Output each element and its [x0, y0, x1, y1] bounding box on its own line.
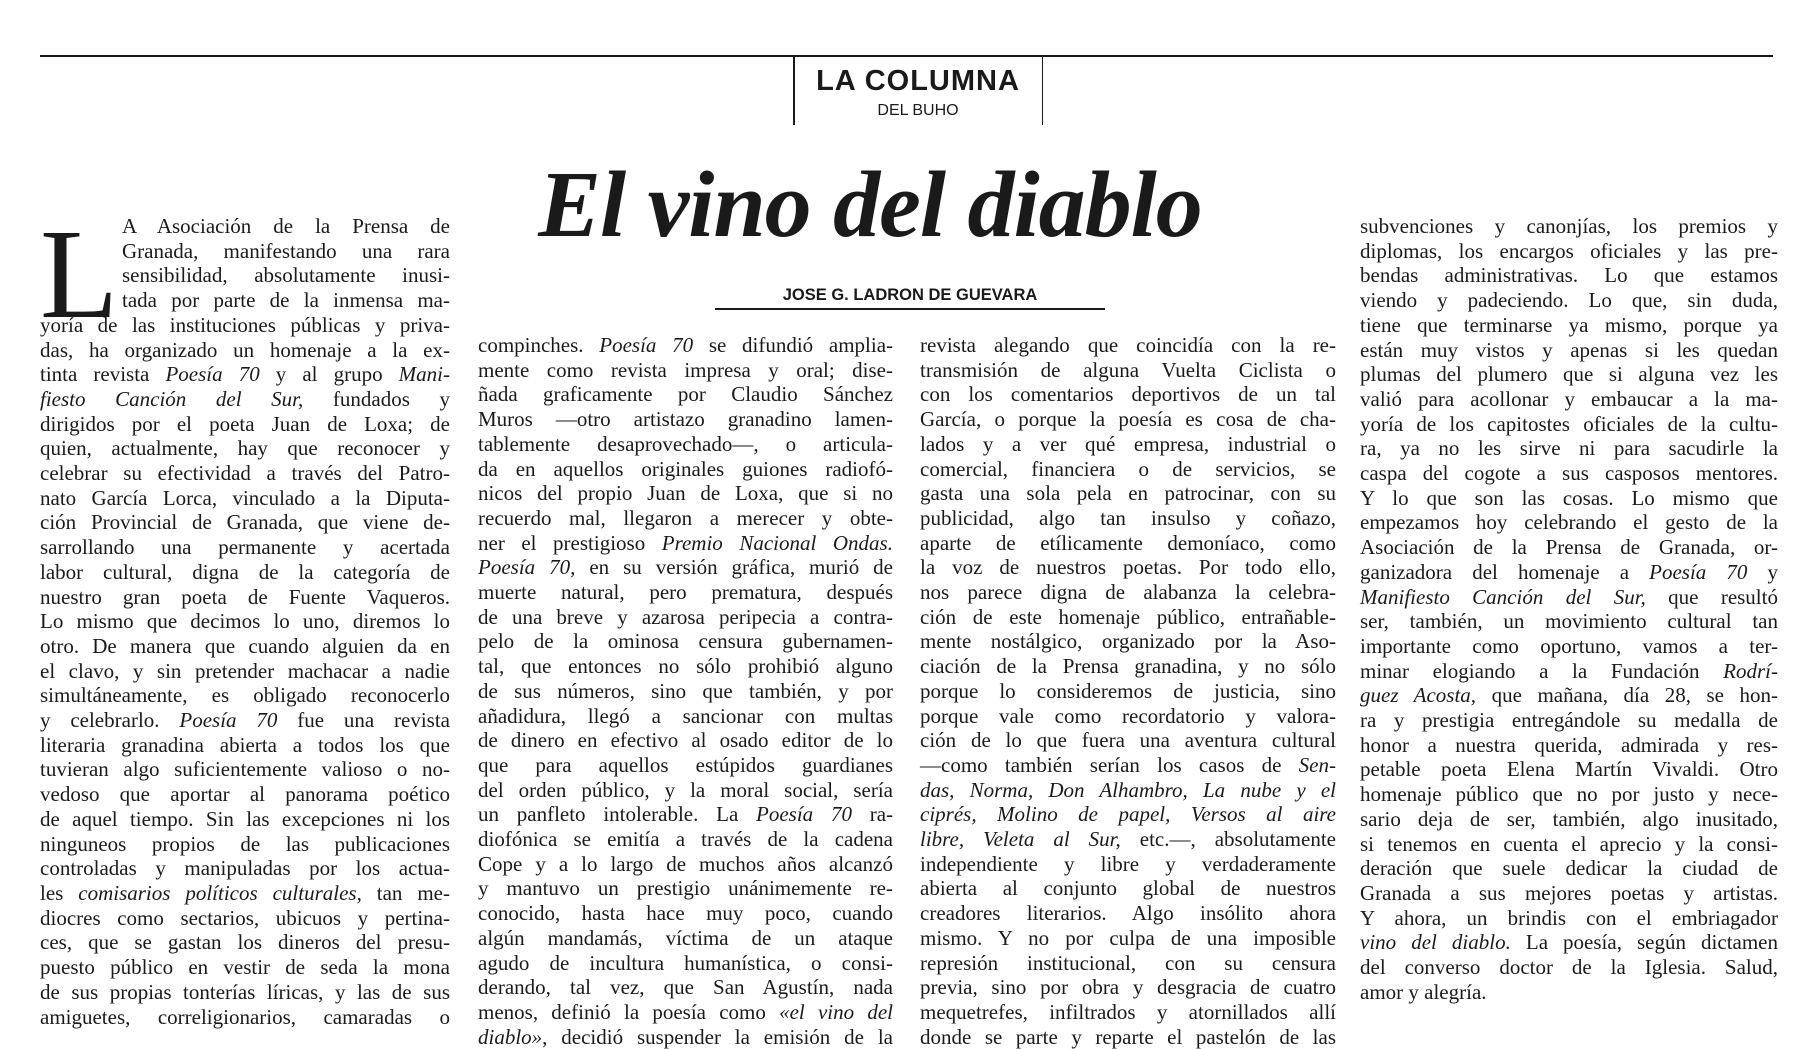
byline-rule	[715, 308, 1105, 310]
text-line	[1360, 930, 1778, 955]
text: diofónica se emitía a través de la cadena	[478, 827, 893, 852]
text-line	[478, 975, 893, 1000]
text-line	[1360, 387, 1778, 412]
text-line	[478, 333, 893, 358]
text: caspa del cogote a sus casposos mentores.	[1360, 461, 1778, 486]
text-line	[1360, 807, 1778, 832]
text-line	[40, 634, 450, 659]
text-line	[40, 535, 450, 560]
text: —como también serían los casos de	[920, 752, 1299, 777]
text: ces, que se gastan los dineros del presu-	[40, 930, 450, 955]
text: que resultó	[1645, 584, 1778, 609]
italic-text: Poesía 70	[599, 333, 694, 357]
text: puesto público en vestir de seda la mona	[40, 955, 450, 980]
text: compinches.	[478, 333, 600, 357]
text-line	[40, 980, 450, 1005]
text-line	[920, 901, 1336, 926]
text: mente nostálgico, organizado por la Aso-	[920, 629, 1336, 654]
text: labor cultural, digna de la categoría de	[40, 559, 450, 584]
text-line	[920, 876, 1336, 901]
italic-text: das, Norma, Don Alhambro, La nube y el	[920, 777, 1336, 802]
text: conocido, hasta hace muy poco, cuando	[478, 901, 893, 926]
text-line	[920, 358, 1336, 383]
text: Granada, manifestando una rara	[122, 238, 450, 263]
text-line	[40, 387, 450, 412]
text: aparte de etílicamente demoníaco, como	[920, 530, 1336, 555]
text: da en aquellos originales guiones radiofó-	[478, 456, 893, 481]
text-line	[40, 486, 450, 511]
text: lados y a ver qué empresa, industrial o	[920, 431, 1336, 456]
text: nuestro gran poeta de Fuente Vaqueros.	[40, 584, 450, 609]
text-line	[920, 481, 1336, 506]
text-line	[40, 338, 450, 363]
text-line	[1360, 338, 1778, 363]
text-line	[1360, 535, 1778, 560]
text-line	[920, 778, 1336, 803]
text-line	[478, 901, 893, 926]
text-line	[920, 531, 1336, 556]
text: tuvieran algo suficientemente valioso o no-	[40, 757, 450, 782]
text: diocres como sectarios, ubicuos y pertina-	[40, 905, 450, 930]
text: tada por parte de la inmensa ma-	[122, 288, 450, 313]
text-line	[478, 753, 893, 778]
text-line	[1360, 585, 1778, 610]
text-line	[1360, 683, 1778, 708]
text: tablemente desaprovechado—, o articula-	[478, 431, 893, 456]
text: nato García Lorca, vinculado a la Diputa-	[40, 485, 450, 510]
text-line	[40, 412, 450, 437]
text: derando, tal vez, que San Agustín, nada	[478, 975, 893, 1000]
text-line	[478, 382, 893, 407]
text: de sus propias tonterías líricas, y las de sus	[40, 979, 450, 1004]
text: se difundió amplia-	[693, 333, 894, 357]
text: yoría de los capitostes oficiales de la cultu-	[1360, 411, 1778, 436]
text: ra y prestigia entregándole su medalla de	[1360, 708, 1778, 733]
text: amor y alegría.	[1360, 979, 1487, 1004]
text-line	[1360, 832, 1778, 857]
column-header-left-rule	[793, 57, 795, 125]
text: literaria granadina abierta a todos los que	[40, 732, 450, 757]
text-line	[40, 757, 450, 782]
text: petable poeta Elena Martín Vivaldi. Otro	[1360, 757, 1778, 782]
text-line	[40, 832, 450, 857]
text: independiente y libre y verdaderamente	[920, 851, 1336, 876]
text-line	[478, 481, 893, 506]
text: valió para acollonar y embaucar a la ma-	[1360, 386, 1778, 411]
italic-text: ciprés, Molino de papel, Versos al aire	[920, 802, 1336, 827]
text-line	[920, 728, 1336, 753]
text: dirigidos por el poeta Juan de Loxa; de	[40, 411, 450, 436]
text-line	[1360, 856, 1778, 881]
text-line	[40, 585, 450, 610]
text-line	[920, 506, 1336, 531]
text-line	[1360, 906, 1778, 931]
text: Muros —otro artistazo granadino lamen-	[478, 407, 893, 432]
text: nos parece digna de alabanza la celebra-	[920, 580, 1336, 605]
text-line	[1360, 436, 1778, 461]
text-line	[1360, 313, 1778, 338]
text-line	[1360, 980, 1778, 1005]
text: amiguetes, correligionarios, camaradas o	[40, 1004, 450, 1029]
text-line	[920, 555, 1336, 580]
text: donde se parte y reparte el pastelón de las	[920, 1024, 1336, 1049]
text-line	[40, 782, 450, 807]
text: comercial, financiera o de servicios, se	[920, 456, 1336, 481]
text-line	[40, 930, 450, 955]
text: de aquel tiempo. Sin las excepciones ni los	[40, 806, 450, 831]
text-line	[478, 876, 893, 901]
text-line	[1360, 288, 1778, 313]
italic-text: Premio Nacional Ondas.	[661, 530, 893, 555]
text: que para aquellos estúpidos guardianes	[478, 752, 893, 777]
text: quien, actualmente, hay que reconocer y	[40, 436, 450, 461]
text: celebrar su efectividad a través del Patro-	[40, 461, 450, 486]
text: el clavo, y sin pretender machacar a nadie	[40, 658, 450, 683]
italic-text: Poesía 70	[179, 708, 278, 733]
text: previa, sino por obra y desgracia de cuatro	[920, 975, 1336, 1000]
text: revista alegando que coincidía con la re-	[920, 333, 1336, 357]
text: plumas del plumero que si alguna vez les	[1360, 362, 1778, 387]
text-line	[478, 951, 893, 976]
italic-text: diablo»	[478, 1024, 543, 1049]
text: tal, que entonces no sólo prohibió alguno	[478, 654, 893, 679]
text-line	[1360, 239, 1778, 264]
text-line	[478, 432, 893, 457]
column-header-right-rule	[1042, 57, 1044, 125]
text: les	[40, 880, 79, 905]
text-line	[478, 827, 893, 852]
text: ra, ya no les sirve ni para sacudirle la	[1360, 436, 1778, 461]
article-column-2	[478, 333, 893, 1049]
text-line	[40, 560, 450, 585]
text-line	[40, 683, 450, 708]
text: sario deja de ser, también, algo inusitado,	[1360, 806, 1778, 831]
text: fundados y	[303, 386, 450, 411]
text-line	[1360, 659, 1778, 684]
text: añadidura, llegó a sancionar con multas	[478, 703, 893, 728]
article-byline: JOSE G. LADRON DE GUEVARA	[782, 286, 1038, 304]
text-line	[1360, 955, 1778, 980]
text-line	[920, 1000, 1336, 1025]
text: empezamos hoy celebrando el gesto de la	[1360, 510, 1778, 535]
text-line	[478, 1025, 893, 1049]
text: etc.—, absolutamente	[1120, 827, 1336, 852]
text-line	[1360, 782, 1778, 807]
text: de sus números, sino que también, y por	[478, 678, 893, 703]
text-line	[478, 654, 893, 679]
italic-text: Manifiesto Canción del Sur,	[1360, 584, 1646, 609]
text: gasta una sola pela en patrocinar, con su	[920, 481, 1336, 506]
text-line	[1360, 510, 1778, 535]
text: están muy vistos y apenas si les quedan	[1360, 337, 1778, 362]
text-line	[920, 457, 1336, 482]
text-line	[40, 239, 450, 264]
text-line	[40, 856, 450, 881]
text-line	[478, 358, 893, 383]
column-subtitle: DEL BUHO	[877, 102, 959, 119]
text-line	[40, 955, 450, 980]
italic-text: Poesía 70	[165, 362, 260, 387]
text: yoría de las instituciones públicas y priva-	[40, 312, 450, 337]
text-line	[478, 407, 893, 432]
text-line	[920, 1025, 1336, 1049]
italic-text: Poesía 70	[756, 802, 852, 827]
italic-text: «el vino del	[779, 999, 893, 1024]
text-line	[40, 461, 450, 486]
text: sensibilidad, absolutamente inusi-	[122, 263, 450, 288]
text-line	[920, 852, 1336, 877]
text: , decidió suspender la emisión de la	[542, 1024, 893, 1049]
text-line	[1360, 609, 1778, 634]
column-title: LA COLUMNA	[816, 65, 1020, 97]
text-line	[478, 704, 893, 729]
text: vedoso que aportar al panorama poético	[40, 782, 450, 807]
text-line	[1360, 757, 1778, 782]
text: diplomas, los encargos oficiales y las pre-	[1360, 238, 1778, 263]
text: tan me-	[361, 880, 450, 905]
text-line	[40, 288, 450, 313]
drop-cap: L	[40, 203, 119, 345]
text: muerte natural, pero prematura, después	[478, 580, 893, 605]
text-line	[40, 906, 450, 931]
article-column-3	[920, 333, 1336, 1049]
text: abierta al conjunto global de nuestros	[920, 876, 1336, 901]
text-line	[478, 531, 893, 556]
text-line	[478, 629, 893, 654]
text: bendas administrativas. Lo que estamos	[1360, 263, 1778, 288]
italic-text: guez Acosta,	[1360, 683, 1477, 708]
text-line	[40, 659, 450, 684]
text: en su versión gráfica, murió de	[575, 555, 893, 580]
text-line	[1360, 214, 1778, 239]
text: nicos del propio Juan de Loxa, que si no	[478, 481, 893, 506]
text: Y ahora, un brindis con el embriagador	[1360, 905, 1778, 930]
text: recuerdo mal, llegaron a merecer y obte-	[478, 505, 893, 530]
text-line	[478, 506, 893, 531]
text: mismo. Y no por culpa de una imposible	[920, 925, 1336, 950]
text: deración que suele dedicar la ciudad de	[1360, 856, 1778, 881]
text: represión institucional, con su censura	[920, 950, 1336, 975]
article-column-1	[40, 214, 450, 1029]
text-line	[40, 436, 450, 461]
text-line	[920, 654, 1336, 679]
text: ner el prestigioso	[478, 530, 662, 555]
text: que mañana, día 28, se hon-	[1476, 683, 1778, 708]
text: Granada a sus mejores poetas y artistas.	[1360, 880, 1778, 905]
text: Asociación de la Prensa de Granada, or-	[1360, 535, 1778, 560]
text: Lo mismo que decimos lo uno, diremos lo	[40, 609, 450, 634]
text: y al grupo	[259, 362, 399, 387]
italic-text: libre, Veleta al Sur,	[920, 827, 1121, 852]
italic-text: Sen-	[1298, 752, 1336, 777]
text-line	[40, 881, 450, 906]
text: tinta revista	[40, 362, 166, 387]
text-line	[1360, 362, 1778, 387]
text: homenaje público que no por justo y nece-	[1360, 782, 1778, 807]
text-line	[478, 605, 893, 630]
text: sarrollando una permanente y acertada	[40, 535, 450, 560]
text-line	[1360, 263, 1778, 288]
text-line	[920, 951, 1336, 976]
text-line	[478, 728, 893, 753]
text-line	[920, 407, 1336, 432]
text: ción de este homenaje público, entrañable-	[920, 604, 1336, 629]
text: La poesía, según dictamen	[1510, 930, 1779, 955]
text-line	[40, 263, 450, 288]
text-line	[920, 679, 1336, 704]
text-line	[1360, 733, 1778, 758]
text-line	[40, 733, 450, 758]
italic-text: comisarios políticos culturales,	[78, 880, 362, 905]
text-line	[920, 827, 1336, 852]
text-line	[40, 708, 450, 733]
article-headline: El vino del diablo	[538, 153, 1202, 257]
text-line	[920, 605, 1336, 630]
text: porque vale como recordatorio y valora-	[920, 703, 1336, 728]
text: transmisión de alguna Vuelta Ciclista o	[920, 357, 1336, 382]
text: simultáneamente, es obligado reconocerlo	[40, 683, 450, 708]
text: un panfleto intolerable. La	[478, 802, 757, 827]
text: otro. De manera que cuando alguien da en	[40, 633, 450, 658]
text: ción de lo que fuera una aventura cultural	[920, 728, 1336, 753]
text-line	[478, 555, 893, 580]
text: ser, también, un movimiento cultural tan	[1360, 609, 1778, 634]
italic-text: Rodrí-	[1723, 658, 1778, 683]
text: de dinero en efectivo al osado editor de lo	[478, 728, 893, 753]
italic-text: vino del diablo.	[1360, 930, 1511, 955]
text-line	[920, 580, 1336, 605]
text-line	[920, 382, 1336, 407]
text: ciación de la Prensa granadina, y no sólo	[920, 654, 1336, 679]
text: algún mandamás, víctima de un ataque	[478, 925, 893, 950]
text: tiene que terminarse ya mismo, porque ya	[1360, 312, 1778, 337]
text-line	[40, 510, 450, 535]
text: publicidad, algo tan insulso y coñazo,	[920, 505, 1336, 530]
text: honor a nuestra querida, admirada y res-	[1360, 732, 1778, 757]
text-line	[478, 679, 893, 704]
text: ñada graficamente por Claudio Sánchez	[478, 382, 893, 407]
text: importante como oportuno, vamos a ter-	[1360, 633, 1778, 658]
text-line	[920, 753, 1336, 778]
text-line	[920, 802, 1336, 827]
text-line	[920, 926, 1336, 951]
text-line	[920, 333, 1336, 358]
text: subvenciones y canonjías, los premios y	[1360, 214, 1778, 238]
text: pelo de la ominosa censura gubernamen-	[478, 629, 893, 654]
text-line	[1360, 881, 1778, 906]
text: viendo y padeciendo. Lo que, sin duda,	[1360, 288, 1778, 313]
text: con los comentarios deportivos de un tal	[920, 382, 1336, 407]
text-line	[40, 1005, 450, 1030]
text-line	[1360, 708, 1778, 733]
column-header	[793, 57, 1043, 127]
text: ningunеos propios de las publicaciones	[40, 831, 450, 856]
text: A Asociación de la Prensa de	[122, 214, 450, 238]
text: y celebrarlo.	[40, 708, 180, 733]
text: controladas y manipuladas por los actua-	[40, 856, 450, 881]
text-line	[478, 926, 893, 951]
text: minar elogiando a la Fundación	[1360, 658, 1724, 683]
text: das, ha organizado un homenaje a la ex-	[40, 337, 450, 362]
italic-text: Mani-	[398, 362, 450, 387]
text: del converso doctor de la Iglesia. Salud,	[1360, 955, 1778, 980]
text-line	[478, 457, 893, 482]
text: menos, definió la poesía como	[478, 999, 780, 1024]
text: agudo de incultura humanística, o consi-	[478, 950, 893, 975]
italic-text: Poesía 70,	[478, 555, 576, 580]
text: si tenemos en cuenta el aprecio y la consi-	[1360, 831, 1778, 856]
text-line	[920, 975, 1336, 1000]
text-line	[1360, 560, 1778, 585]
text-line	[1360, 486, 1778, 511]
text: Y lo que son las cosas. Lo mismo que	[1360, 485, 1778, 510]
text: ra-	[851, 802, 894, 827]
text: ción Provincial de Granada, que viene de-	[40, 510, 450, 535]
text-line	[920, 704, 1336, 729]
text: ganizadora del homenaje a	[1360, 559, 1650, 584]
text: del orden público, y la moral social, sería	[478, 777, 893, 802]
text: mente como revista impresa y oral; dise-	[478, 357, 893, 382]
article-column-4	[1360, 214, 1778, 1005]
text: y mantuvo un prestigio unánimemente re-	[478, 876, 893, 901]
text: porque lo consideremos de justicia, sino	[920, 678, 1336, 703]
text-line	[40, 362, 450, 387]
text-line	[478, 802, 893, 827]
text-line	[478, 1000, 893, 1025]
text-line	[920, 629, 1336, 654]
text-line	[40, 313, 450, 338]
text-line	[40, 807, 450, 832]
text-line	[1360, 412, 1778, 437]
text: creadores literarios. Algo insólito ahora	[920, 901, 1336, 926]
text-line	[1360, 461, 1778, 486]
text-line	[920, 432, 1336, 457]
italic-text: fiesto Canción del Sur,	[40, 386, 304, 411]
text: Cope y a lo largo de muchos años alcanzó	[478, 851, 893, 876]
text: y	[1747, 559, 1779, 584]
text: fue una revista	[277, 708, 450, 733]
text-line	[478, 580, 893, 605]
text-line	[478, 778, 893, 803]
text-line	[478, 852, 893, 877]
text: mequetrefes, infiltrados y atornillados allí	[920, 999, 1336, 1024]
text-line	[40, 214, 450, 239]
italic-text: Poesía 70	[1649, 559, 1748, 584]
text-line	[40, 609, 450, 634]
text: García, o porque la poesía es cosa de cha-	[920, 407, 1336, 432]
text: de una breve y azarosa peripecia a contra-	[478, 604, 893, 629]
text: la voz de nuestros poetas. Por todo ello,	[920, 555, 1336, 580]
text-line	[1360, 634, 1778, 659]
